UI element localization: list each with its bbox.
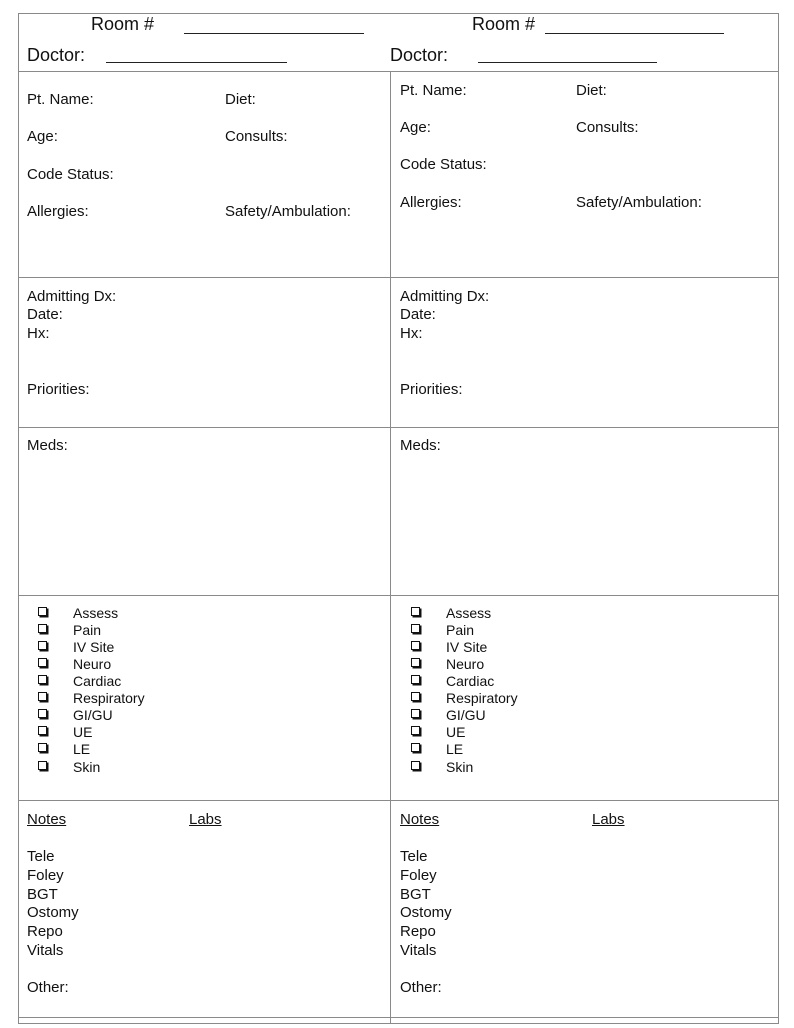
notes-item: Ostomy <box>400 904 452 921</box>
checkbox[interactable] <box>411 658 420 667</box>
divider-bottom <box>18 1017 779 1018</box>
meds-label: Meds: <box>400 437 441 454</box>
checkbox[interactable] <box>411 692 420 701</box>
checklist-item-label: Neuro <box>73 656 112 672</box>
checkbox[interactable] <box>38 709 47 718</box>
checklist-item-label: GI/GU <box>73 707 113 723</box>
other-label: Other: <box>400 979 442 996</box>
notes-item: Ostomy <box>27 904 79 921</box>
checklist-item-label: Cardiac <box>446 673 495 689</box>
checkbox[interactable] <box>411 761 420 770</box>
checklist-item-label: LE <box>73 741 91 757</box>
notes-heading: Notes <box>27 811 67 828</box>
checklist-item-label: UE <box>446 724 466 740</box>
checklist-item-label: Cardiac <box>73 673 122 689</box>
checkbox[interactable] <box>411 624 420 633</box>
checkbox[interactable] <box>38 743 47 752</box>
consults-label: Consults: <box>225 128 288 145</box>
safety-label: Safety/Ambulation: <box>576 194 702 211</box>
report-sheet <box>18 13 779 1024</box>
room-label: Room # <box>472 14 536 34</box>
checkbox[interactable] <box>38 607 47 616</box>
notes-item: BGT <box>27 886 58 903</box>
room-blank[interactable] <box>184 33 364 34</box>
checkbox[interactable] <box>411 675 420 684</box>
other-label: Other: <box>27 979 69 996</box>
labs-heading: Labs <box>592 811 625 828</box>
hx-label: Hx: <box>27 325 50 342</box>
checkbox[interactable] <box>38 641 47 650</box>
meds-label: Meds: <box>27 437 68 454</box>
divider-checklist <box>18 800 779 801</box>
doctor-label: Doctor: <box>27 45 86 65</box>
checkbox[interactable] <box>411 743 420 752</box>
diet-label: Diet: <box>225 91 256 108</box>
notes-item: Repo <box>400 923 436 940</box>
allergies-label: Allergies: <box>27 203 89 220</box>
checklist-item-label: Skin <box>73 759 101 775</box>
notes-heading: Notes <box>400 811 440 828</box>
checklist-item-label: LE <box>446 741 464 757</box>
divider-info <box>18 277 779 278</box>
checklist-item-label: Respiratory <box>73 690 145 706</box>
divider-meds <box>18 595 779 596</box>
divider-admission <box>18 427 779 428</box>
checklist-item-label: Assess <box>446 605 492 621</box>
date-label: Date: <box>27 306 63 323</box>
age-label: Age: <box>27 128 58 145</box>
pt-name-label: Pt. Name: <box>27 91 94 108</box>
age-label: Age: <box>400 119 431 136</box>
checkbox[interactable] <box>38 726 47 735</box>
safety-label: Safety/Ambulation: <box>225 203 351 220</box>
notes-item: Tele <box>400 848 428 865</box>
checkbox[interactable] <box>38 658 47 667</box>
priorities-label: Priorities: <box>27 381 90 398</box>
checkbox[interactable] <box>38 692 47 701</box>
room-blank[interactable] <box>545 33 724 34</box>
date-label: Date: <box>400 306 436 323</box>
checkbox[interactable] <box>411 709 420 718</box>
checklist-item-label: Neuro <box>446 656 485 672</box>
checkbox[interactable] <box>38 624 47 633</box>
notes-item: Vitals <box>400 942 437 959</box>
labs-heading: Labs <box>189 811 222 828</box>
doctor-label: Doctor: <box>390 45 449 65</box>
priorities-label: Priorities: <box>400 381 463 398</box>
checklist-item-label: GI/GU <box>446 707 486 723</box>
pt-name-label: Pt. Name: <box>400 82 467 99</box>
consults-label: Consults: <box>576 119 639 136</box>
checklist-item-label: Assess <box>73 605 119 621</box>
doctor-blank[interactable] <box>106 62 287 63</box>
admitting-dx-label: Admitting Dx: <box>27 288 117 305</box>
checkbox[interactable] <box>411 607 420 616</box>
notes-item: Repo <box>27 923 63 940</box>
checkbox[interactable] <box>38 675 47 684</box>
checklist-item-label: IV Site <box>446 639 488 655</box>
checklist-item-label: Respiratory <box>446 690 518 706</box>
checkbox[interactable] <box>411 641 420 650</box>
notes-item: Foley <box>400 867 437 884</box>
divider-header <box>18 71 779 72</box>
notes-item: Vitals <box>27 942 64 959</box>
doctor-blank[interactable] <box>478 62 657 63</box>
divider-center <box>390 71 391 1024</box>
checklist-item-label: UE <box>73 724 93 740</box>
room-label: Room # <box>91 14 155 34</box>
notes-item: Foley <box>27 867 64 884</box>
notes-item: BGT <box>400 886 431 903</box>
checklist-item-label: Skin <box>446 759 474 775</box>
checkbox[interactable] <box>411 726 420 735</box>
diet-label: Diet: <box>576 82 607 99</box>
hx-label: Hx: <box>400 325 423 342</box>
checklist-item-label: Pain <box>73 622 102 638</box>
notes-item: Tele <box>27 848 55 865</box>
admitting-dx-label: Admitting Dx: <box>400 288 490 305</box>
allergies-label: Allergies: <box>400 194 462 211</box>
code-status-label: Code Status: <box>27 166 114 183</box>
checkbox[interactable] <box>38 761 47 770</box>
code-status-label: Code Status: <box>400 156 487 173</box>
checklist-item-label: IV Site <box>73 639 115 655</box>
checklist-item-label: Pain <box>446 622 475 638</box>
